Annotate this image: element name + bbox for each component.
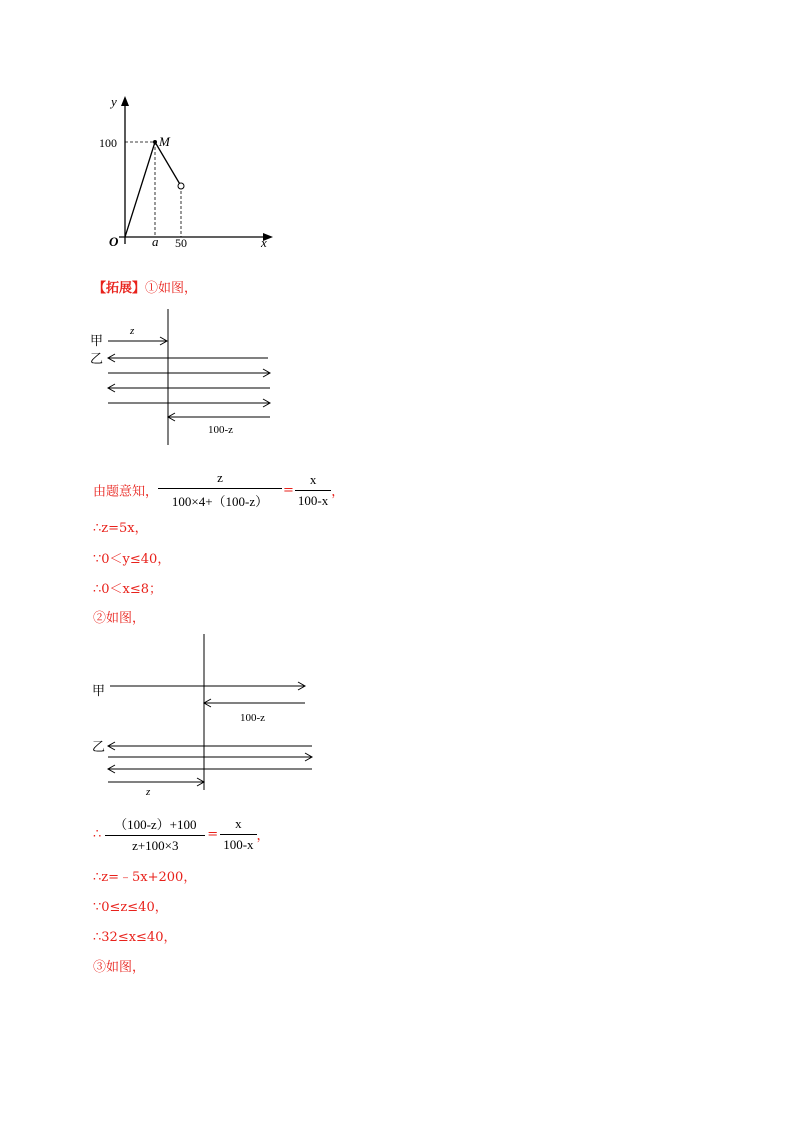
eq2-prefix: ∴ (93, 826, 102, 842)
x-label: x (261, 235, 267, 250)
label-jia: 甲 (90, 333, 104, 348)
extension-title: 【拓展】 (93, 281, 146, 296)
eq1-rhs-numerator: x (295, 472, 331, 491)
eq2-lhs-numerator: （100-z）+100 (105, 814, 205, 836)
step1-line-2: ∵0＜y≤40， (93, 552, 171, 567)
eq2-suffix: ， (256, 828, 270, 844)
step2-line-1: ∴z=﹣5x+200， (93, 870, 197, 885)
step2-line-2: ∵0≤z≤40， (93, 900, 168, 915)
label-yi: 乙 (90, 351, 104, 366)
diagram-2 (90, 632, 320, 802)
label-z: z (130, 325, 135, 337)
label-z: z (146, 786, 151, 798)
part1-intro: ①如图， (145, 281, 198, 296)
label-100-z: 100-z (208, 424, 234, 436)
eq1-prefix: 由题意知， (93, 484, 159, 500)
step2-line-3: ∴32≤x≤40， (93, 930, 177, 945)
y-axis-arrow-icon (121, 96, 129, 106)
y-label: y (111, 94, 117, 109)
eq1-rhs-denominator: 100-x (297, 492, 329, 508)
x-tick-a: a (152, 234, 159, 249)
label-yi: 乙 (92, 739, 106, 754)
part2-intro: ②如图， (93, 611, 146, 626)
point-m-label: M (159, 134, 170, 149)
x-tick-50: 50 (175, 236, 187, 250)
eq2-lhs-fraction (105, 814, 205, 854)
eq2-rhs-denominator: 100-x (223, 836, 254, 852)
equation-1 (93, 470, 344, 510)
part3-intro: ③如图， (93, 960, 146, 975)
eq1-rhs-fraction (295, 472, 331, 509)
diagram-1 (90, 305, 290, 450)
label-jia: 甲 (92, 683, 106, 698)
eq2-rhs-fraction (220, 816, 256, 853)
eq1-equals: = (283, 482, 294, 498)
eq2-rhs-numerator: x (220, 816, 256, 835)
step1-line-3: ∴0＜x≤8； (93, 582, 163, 597)
eq2-equals: = (207, 826, 219, 842)
eq1-suffix: ， (331, 484, 345, 500)
distance-time-graph (95, 92, 285, 252)
eq1-lhs-numerator: z (158, 470, 282, 489)
open-endpoint (178, 183, 184, 189)
equation-2 (93, 814, 270, 854)
label-100-z: 100-z (240, 712, 266, 724)
origin-label: O (109, 234, 119, 249)
eq2-lhs-denominator: z+100×3 (132, 838, 179, 853)
eq1-lhs-fraction (158, 470, 282, 510)
y-tick-100: 100 (99, 136, 117, 150)
eq1-lhs-denominator: 100×4+（100-z） (171, 494, 269, 509)
graph-line (125, 142, 181, 237)
extension-heading (93, 277, 197, 296)
step1-line-1: ∴z=5x， (93, 521, 148, 536)
point-m (153, 140, 157, 144)
